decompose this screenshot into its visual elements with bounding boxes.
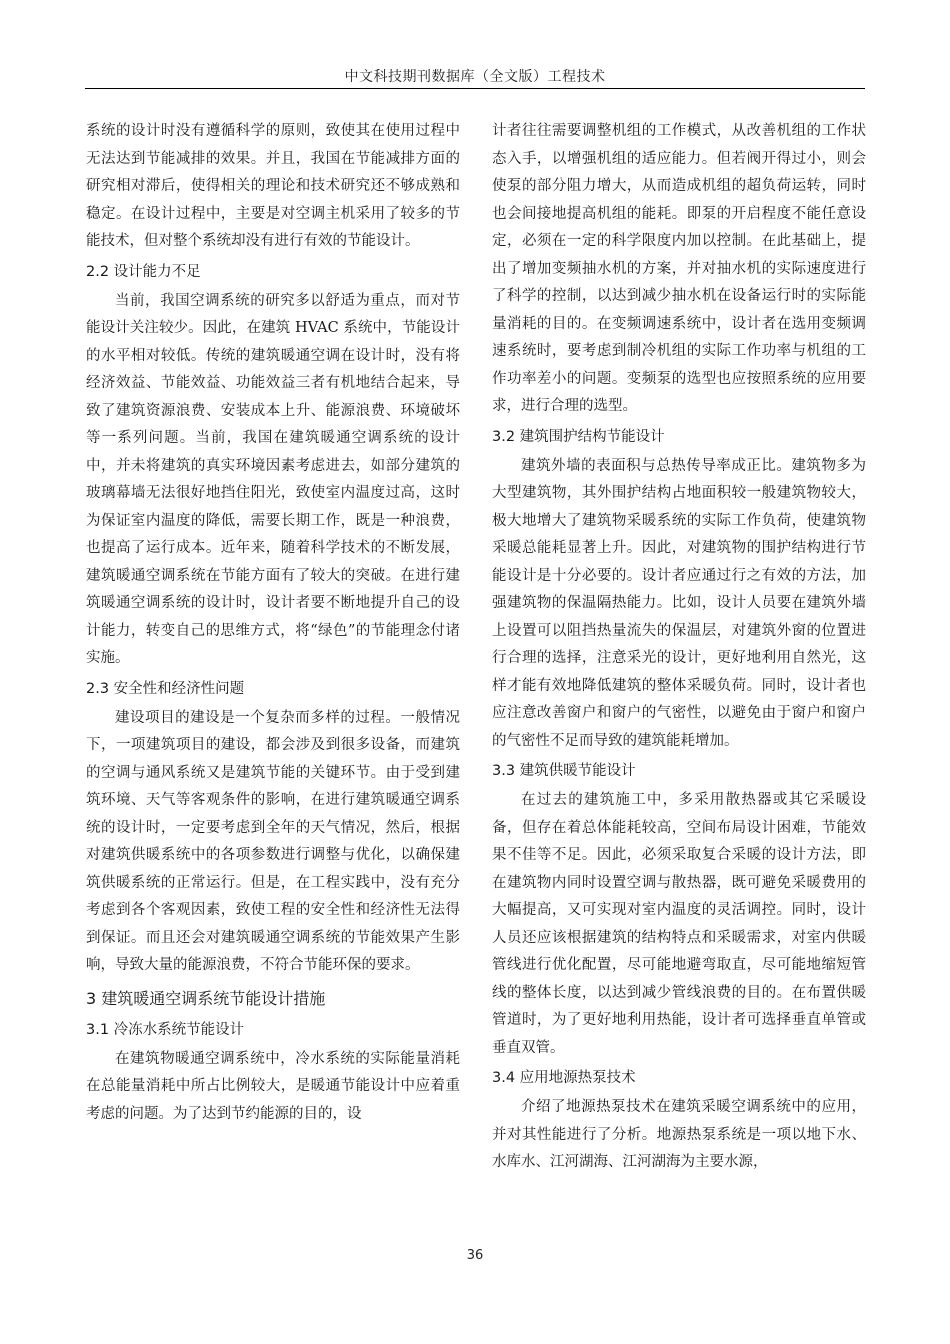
paragraph-continued: 系统的设计时没有遵循科学的原则，致使其在使用过程中无法达到节能减排的效果。并且，我国在节能减排方面的研究相对滞后，使得相关的理论和技术研究还不够成熟和稳定。在设计过程中，主要是对空调主机采用了较多的节能技术，但对整个系统却没有进行有效的节能设计。 [86,123,460,249]
section-heading-3-1: 3.1 冷冻水系统节能设计 [86,1021,245,1038]
paragraph-3-3: 在过去的建筑施工中，多采用散热器或其它采暖设备，但存在着总体能耗较高，空间布局设计困难，节能效果不佳等不足。因此，必须采取复合采暖的设计方法，即在建筑物内同时设置空调与散热器，既可避免采暖费用的大幅提高，又可实现对室内温度的灵活调控。同时，设计人员还应该根据建筑的结构特点和采暖需求，对室内供暖管线进行优化配置，尽可能地避弯取直，尽可能地缩短管线的整体长度，以达到减少管线浪费的目的。在布置供暖管道时，为了更好地利用热能，设计者可选择垂直单管或垂直双管。 [492,792,866,1056]
paragraph-2-3: 建设项目的建设是一个复杂而多样的过程。一般情况下，一项建筑项目的建设，都会涉及到很多设备，而建筑的空调与通风系统又是建筑节能的关键环节。由于受到建筑环境、天气等客观条件的影响，在进行建筑暖通空调系统的设计时，一定要考虑到全年的天气情况，然后，根据对建筑供暖系统中的各项参数进行调整与优化，以确保建筑供暖系统的正常运行。但是，在工程实践中，没有充分考虑到各个客观因素，致使工程的安全性和经济性无法得到保证。而且还会对建筑暖通空调系统的节能效果产生影响，导致大量的能源浪费，不符合节能环保的要求。 [86,709,460,973]
paragraph-3-4: 介绍了地源热泵技术在建筑采暖空调系统中的应用，并对其性能进行了分析。地源热泵系统是一项以地下水、水库水、江河湖海、江河湖海为主要水源， [492,1099,866,1170]
page-number: 36 [466,1248,484,1263]
paragraph-3-2: 建筑外墙的表面积与总热传导率成正比。建筑物多为大型建筑物，其外围护结构占地面积较一般建筑物较大，极大地增大了建筑物采暖系统的实际工作负荷，使建筑物采暖总能耗显著上升。因此，对建筑物的围护结构进行节能设计是十分必要的。设计者应通过行之有效的方法，加强建筑物的保温隔热能力。比如，设计人员要在建筑外墙上设置可以阻挡热量流失的保温层，对建筑外窗的位置进行合理的选择，注意采光的设计，更好地利用自然光，这样才能有效地降低建筑的整体采暖负荷。同时，设计者也应注意改善窗户和窗户的气密性，以避免由于窗户和窗户的气密性不足而导致的建筑能耗增加。 [492,457,866,749]
right-column [492,118,866,1177]
section-heading-3-4: 3.4 应用地源热泵技术 [492,1070,636,1086]
paragraph-2-2: 当前，我国空调系统的研究多以舒适为重点，而对节能设计关注较少。因此，在建筑 HVAC 系统中，节能设计的水平相对较低。传统的建筑暖通空调在设计时，没有将经济效益、节能效益、功能效益三者有机地结合起来，导致了建筑资源浪费、安装成本上升、能源浪费、环境破坏等一系列问题。当前，我国在建筑暖通空调系统的设计中，并未将建筑的真实环境因素考虑进去，如部分建筑的玻璃幕墙无法很好地挡住阳光，致使室内温度过高，这时为保证室内温度的降低，需要长期工作，既是一种浪费，也提高了运行成本。近年来，随着科学技术的不断发展，建筑暖通空调系统在节能方面有了较大的突破。在进行建筑暖通空调系统的设计时，设计者要不断地提升自己的设计能力，转变自己的思维方式，将“绿色”的节能理念付诸实施。 [86,292,460,666]
section-heading-2-3: 2.3 安全性和经济性问题 [86,680,245,697]
paragraph-3-1: 在建筑物暖通空调系统中，冷水系统的实际能量消耗在总能量消耗中所占比例较大，是暖通节能设计中应着重考虑的问题。为了达到节约能源的目的，设 [86,1050,460,1122]
section-heading-3-3: 3.3 建筑供暖节能设计 [492,763,636,779]
header-rule [85,88,865,89]
running-header: 中文科技期刊数据库（全文版）工程技术 [344,69,606,85]
section-heading-3: 3 建筑暖通空调系统节能设计措施 [86,988,326,1008]
section-heading-2-2: 2.2 设计能力不足 [86,263,201,280]
paragraph-3-1-continued: 计者往往需要调整机组的工作模式，从改善机组的工作状态入手，以增强机组的适应能力。但若阀开得过小，则会使泵的部分阻力增大，从而造成机组的超负荷运转，同时也会间接地提高机组的能耗。即泵的开启程度不能任意设定，必须在一定的科学限度内加以控制。在此基础上，提出了增加变频抽水机的方案，并对抽水机的实际速度进行了科学的控制，以达到减少抽水机在设备运行时的实际能量消耗的目的。在变频调速系统中，设计者在选用变频调速系统时，要考虑到制冷机组的实际工作功率与机组的工作功率差小的问题。变频泵的选型也应按照系统的应用要求，进行合理的选型。 [492,123,866,414]
section-heading-3-2: 3.2 建筑围护结构节能设计 [492,428,665,445]
left-column [86,118,460,1128]
